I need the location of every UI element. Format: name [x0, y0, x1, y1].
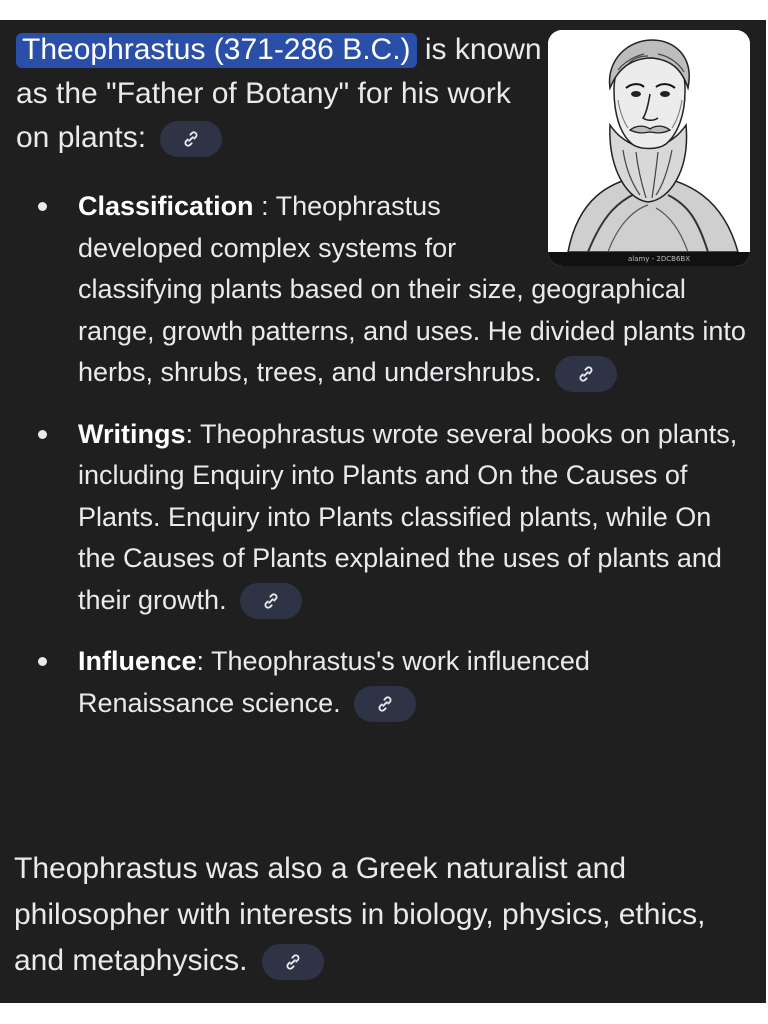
link-icon	[374, 693, 396, 715]
highlighted-term[interactable]: Theophrastus (371-286 B.C.)	[16, 33, 417, 68]
source-link-chip[interactable]	[555, 356, 617, 392]
list-item	[30, 414, 746, 622]
bullet-dot	[38, 202, 47, 211]
bullet-dot	[38, 657, 47, 666]
answer-panel	[0, 20, 766, 1003]
source-link-chip[interactable]	[262, 944, 324, 980]
bullet-text: : Theophrastus's work influenced Renaissance science.	[78, 646, 590, 718]
source-link-chip[interactable]	[160, 121, 222, 157]
intro-paragraph	[16, 28, 546, 160]
image-wrap-spacer	[496, 186, 746, 266]
list-item	[30, 186, 746, 394]
bullet-title: Writings	[78, 418, 186, 449]
outro-text: Theophrastus was also a Greek naturalist and philosopher with interests in biology, physics, ethics, and metaphysics.	[14, 852, 706, 977]
bullet-text: : Theophrastus developed complex systems for classifying plants based on their size, geographical range, growth patterns, and uses. He divided plants into herbs, shrubs, trees, and undershrubs.	[78, 191, 746, 387]
bullet-dot	[38, 430, 47, 439]
list-item	[30, 641, 746, 724]
bullet-title: Influence	[78, 646, 197, 676]
link-icon	[180, 128, 202, 150]
intro-text: is known as the "Father of Botany" for his work on plants:	[16, 33, 542, 154]
bullet-text: : Theophrastus wrote several books on plants, including Enquiry into Plants and On the Causes of Plants. Enquiry into Plants classified plants, while On the Causes of Plants explained the uses of plants and their growth.	[78, 418, 738, 615]
bullet-list	[30, 186, 746, 744]
link-icon	[260, 590, 282, 612]
source-link-chip[interactable]	[354, 686, 416, 722]
link-icon	[282, 951, 304, 973]
bullet-title: Classification	[78, 191, 254, 221]
link-icon	[575, 363, 597, 385]
image-watermark-caption: alamy - 2DCB6BX	[548, 252, 750, 266]
source-link-chip[interactable]	[240, 583, 302, 619]
outro-paragraph	[14, 846, 734, 984]
